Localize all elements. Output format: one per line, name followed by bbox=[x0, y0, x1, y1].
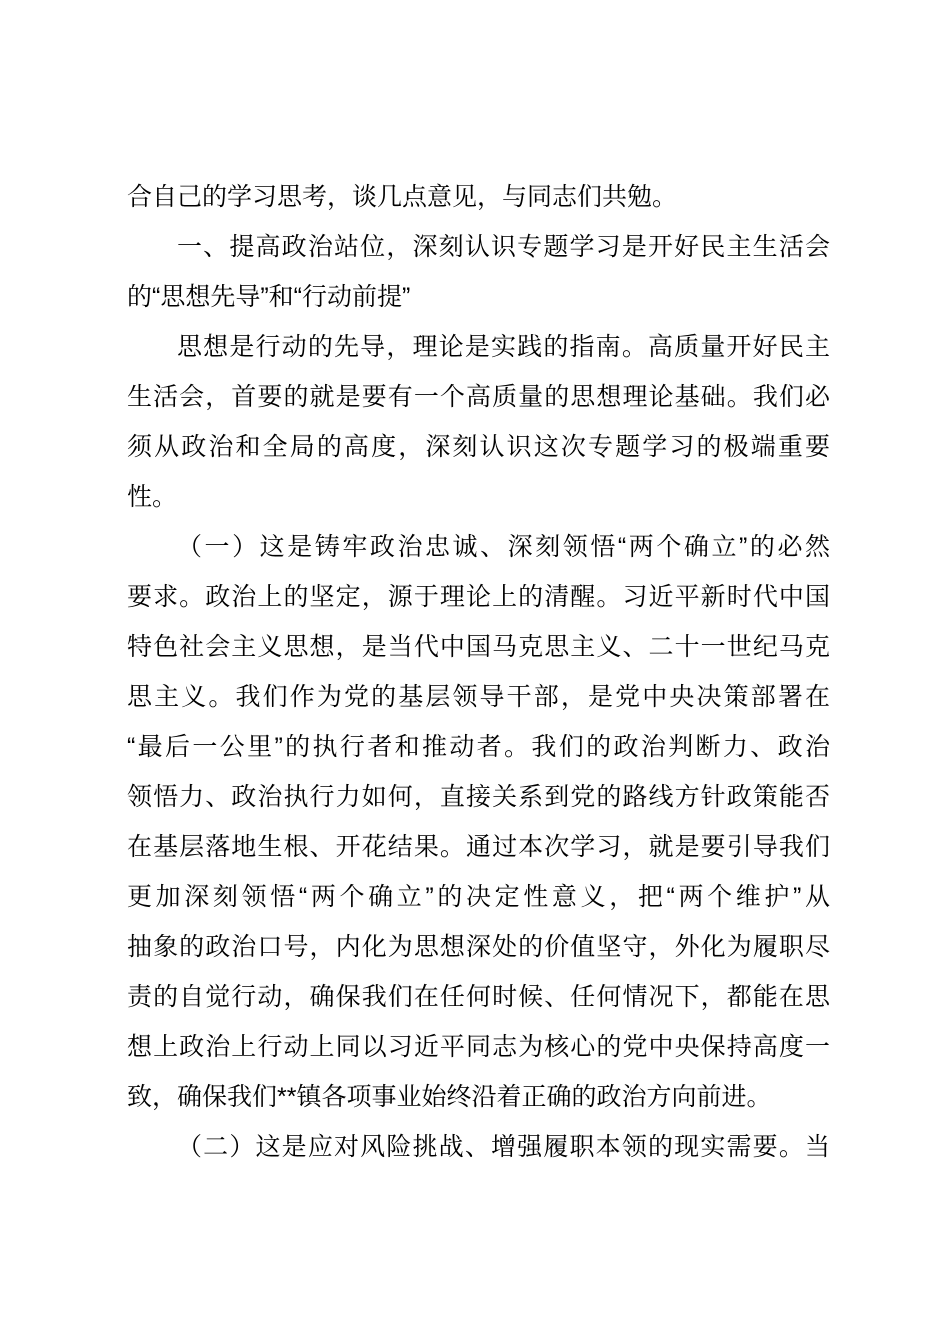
text-line: 性。 bbox=[127, 483, 178, 511]
text-line: 要求。政治上的坚定，源于理论上的清醒。习近平新时代中国 bbox=[127, 583, 830, 611]
text-line: 想上政治上行动上同以习近平同志为核心的党中央保持高度一 bbox=[127, 1033, 830, 1061]
text-line: 思主义。我们作为党的基层领导干部，是党中央决策部署在 bbox=[127, 683, 830, 711]
text-line: 的“思想先导”和“行动前提” bbox=[127, 283, 411, 311]
text-line: 一、提高政治站位，深刻认识专题学习是开好民主生活会 bbox=[177, 233, 830, 261]
text-line: 更加深刻领悟“两个确立”的决定性意义，把“两个维护”从 bbox=[127, 883, 830, 911]
text-line: “最后一公里”的执行者和推动者。我们的政治判断力、政治 bbox=[127, 733, 830, 761]
text-line: 生活会，首要的就是要有一个高质量的思想理论基础。我们必 bbox=[127, 383, 830, 411]
paragraph-point-2 bbox=[127, 1122, 830, 1172]
text-line: 合自己的学习思考，谈几点意见，与同志们共勉。 bbox=[127, 183, 678, 211]
text-line: 抽象的政治口号，内化为思想深处的价值坚守，外化为履职尽 bbox=[127, 933, 830, 961]
text-line: 在基层落地生根、开花结果。通过本次学习，就是要引导我们 bbox=[127, 833, 830, 861]
text-line: 责的自觉行动，确保我们在任何时候、任何情况下，都能在思 bbox=[127, 983, 830, 1011]
section-heading bbox=[127, 222, 830, 322]
text-line: （一）这是铸牢政治忠诚、深刻领悟“两个确立”的必然 bbox=[177, 533, 830, 561]
text-line: 思想是行动的先导，理论是实践的指南。高质量开好民主 bbox=[177, 333, 830, 361]
paragraph-thought-intro bbox=[127, 322, 830, 522]
text-line: 须从政治和全局的高度，深刻认识这次专题学习的极端重要 bbox=[127, 433, 830, 461]
text-line: 致，确保我们**镇各项事业始终沿着正确的政治方向前进。 bbox=[127, 1083, 772, 1111]
text-line: （二）这是应对风险挑战、增强履职本领的现实需要。当 bbox=[177, 1133, 830, 1161]
text-line: 领悟力、政治执行力如何，直接关系到党的路线方针政策能否 bbox=[127, 783, 830, 811]
paragraph-point-1 bbox=[127, 522, 830, 1122]
document-body bbox=[127, 172, 830, 1172]
paragraph-continuation bbox=[127, 172, 830, 222]
text-line: 特色社会主义思想，是当代中国马克思主义、二十一世纪马克 bbox=[127, 633, 830, 661]
